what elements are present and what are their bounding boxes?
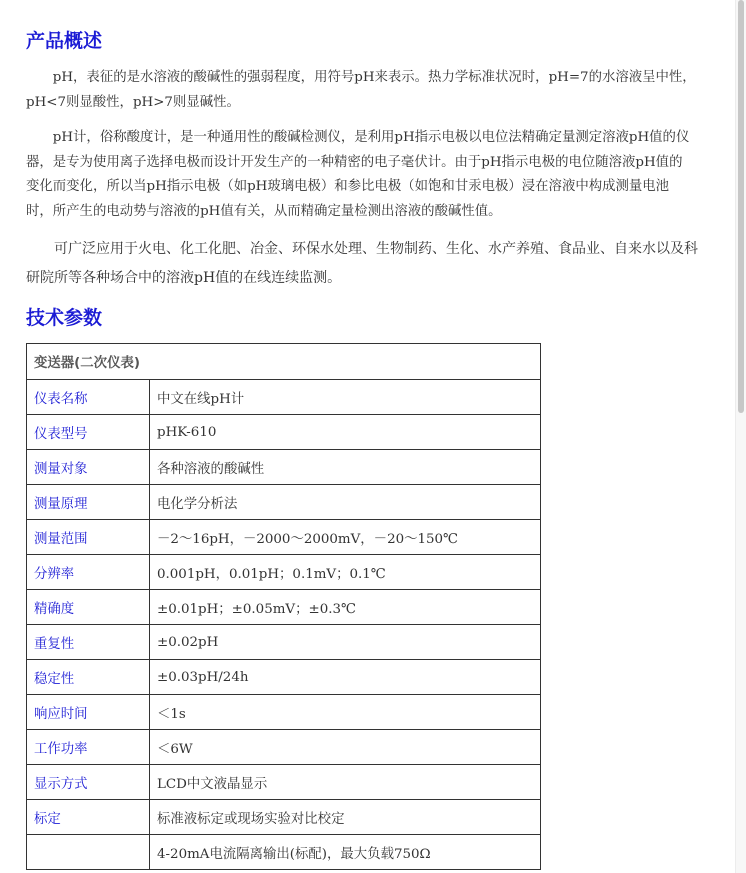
paragraph-line: pH，表征的是水溶液的酸碱性的强弱程度，用符号pH来表示。热力学标准状况时，pH=7的水溶液呈中性， (52, 70, 696, 85)
table-row (27, 625, 541, 660)
spec-label: 测量对象 (27, 450, 150, 485)
spec-label: 显示方式 (27, 765, 150, 800)
table-row (27, 765, 541, 800)
specs-table (26, 343, 541, 870)
table-row (27, 555, 541, 590)
table-header-row (27, 344, 541, 380)
spec-value: 中文在线pH计 (150, 380, 541, 415)
spec-label: 工作功率 (27, 730, 150, 765)
spec-label: 分辨率 (27, 555, 150, 590)
spec-value: ±0.03pH/24h (150, 660, 541, 695)
paragraph-line: 器，是专为使用离子选择电极而设计开发生产的一种精密的电子毫伏计。由于pH指示电极的电位随溶液pH值的 (26, 154, 683, 170)
spec-label: 测量范围 (27, 520, 150, 555)
spec-value: －2～16pH，－2000～2000mV，－20～150℃ (150, 520, 541, 555)
table-row (27, 835, 541, 870)
paragraph-line: pH计，俗称酸度计，是一种通用性的酸碱检测仪，是利用pH指示电极以电位法精确定量测定溶液pH值的仪 (52, 130, 690, 145)
spec-label: 标定 (27, 800, 150, 835)
paragraph-line: pH<7则显酸性，pH>7则显碱性。 (26, 94, 240, 110)
table-row (27, 485, 541, 520)
spec-value: LCD中文液晶显示 (150, 765, 541, 800)
spec-label (27, 835, 150, 870)
table-row (27, 695, 541, 730)
spec-label: 响应时间 (27, 695, 150, 730)
paragraph-line: 研院所等各种场合中的溶液pH值的在线连续监测。 (26, 270, 342, 286)
table-row (27, 450, 541, 485)
spec-label: 重复性 (27, 625, 150, 660)
spec-label: 仪表型号 (27, 415, 150, 450)
table-header-cell: 变送器(二次仪表) (27, 344, 541, 380)
spec-value: 标准液标定或现场实验对比校定 (150, 800, 541, 835)
table-row (27, 415, 541, 450)
spec-value: ±0.01pH；±0.05mV；±0.3℃ (150, 590, 541, 625)
table-row (27, 590, 541, 625)
scrollbar-thumb[interactable] (738, 0, 744, 413)
overview-heading: 产品概述 (26, 30, 103, 52)
spec-label: 测量原理 (27, 485, 150, 520)
table-row (27, 800, 541, 835)
spec-value: 4-20mA电流隔离输出(标配)，最大负载750Ω (150, 835, 541, 870)
paragraph-line: 时，所产生的电动势与溶液的pH值有关，从而精确定量检测出溶液的酸碱性值。 (26, 203, 502, 219)
spec-label: 仪表名称 (27, 380, 150, 415)
spec-value: 各种溶液的酸碱性 (150, 450, 541, 485)
table-row (27, 660, 541, 695)
vertical-scrollbar[interactable] (735, 0, 746, 873)
spec-label: 精确度 (27, 590, 150, 625)
spec-value: ＜6W (150, 730, 541, 765)
spec-value: ＜1s (150, 695, 541, 730)
spec-value: ±0.02pH (150, 625, 541, 660)
table-row (27, 730, 541, 765)
table-row (27, 380, 541, 415)
paragraph-line: 可广泛应用于火电、化工化肥、冶金、环保水处理、生物制药、生化、水产养殖、食品业、自来水以及科 (54, 241, 698, 257)
paragraph-line: 变化而变化，所以当pH指示电极（如pH玻璃电极）和参比电极（如饱和甘汞电极）浸在溶液中构成测量电池 (26, 179, 670, 194)
overview-paragraph-1 (26, 66, 702, 115)
overview-paragraph-3 (26, 235, 702, 293)
spec-value: 电化学分析法 (150, 485, 541, 520)
table-row (27, 520, 541, 555)
specs-heading: 技术参数 (26, 307, 103, 329)
overview-paragraph-2 (26, 126, 702, 224)
spec-value: 0.001pH，0.01pH；0.1mV；0.1℃ (150, 555, 541, 590)
spec-value: pHK-610 (150, 415, 541, 450)
spec-label: 稳定性 (27, 660, 150, 695)
